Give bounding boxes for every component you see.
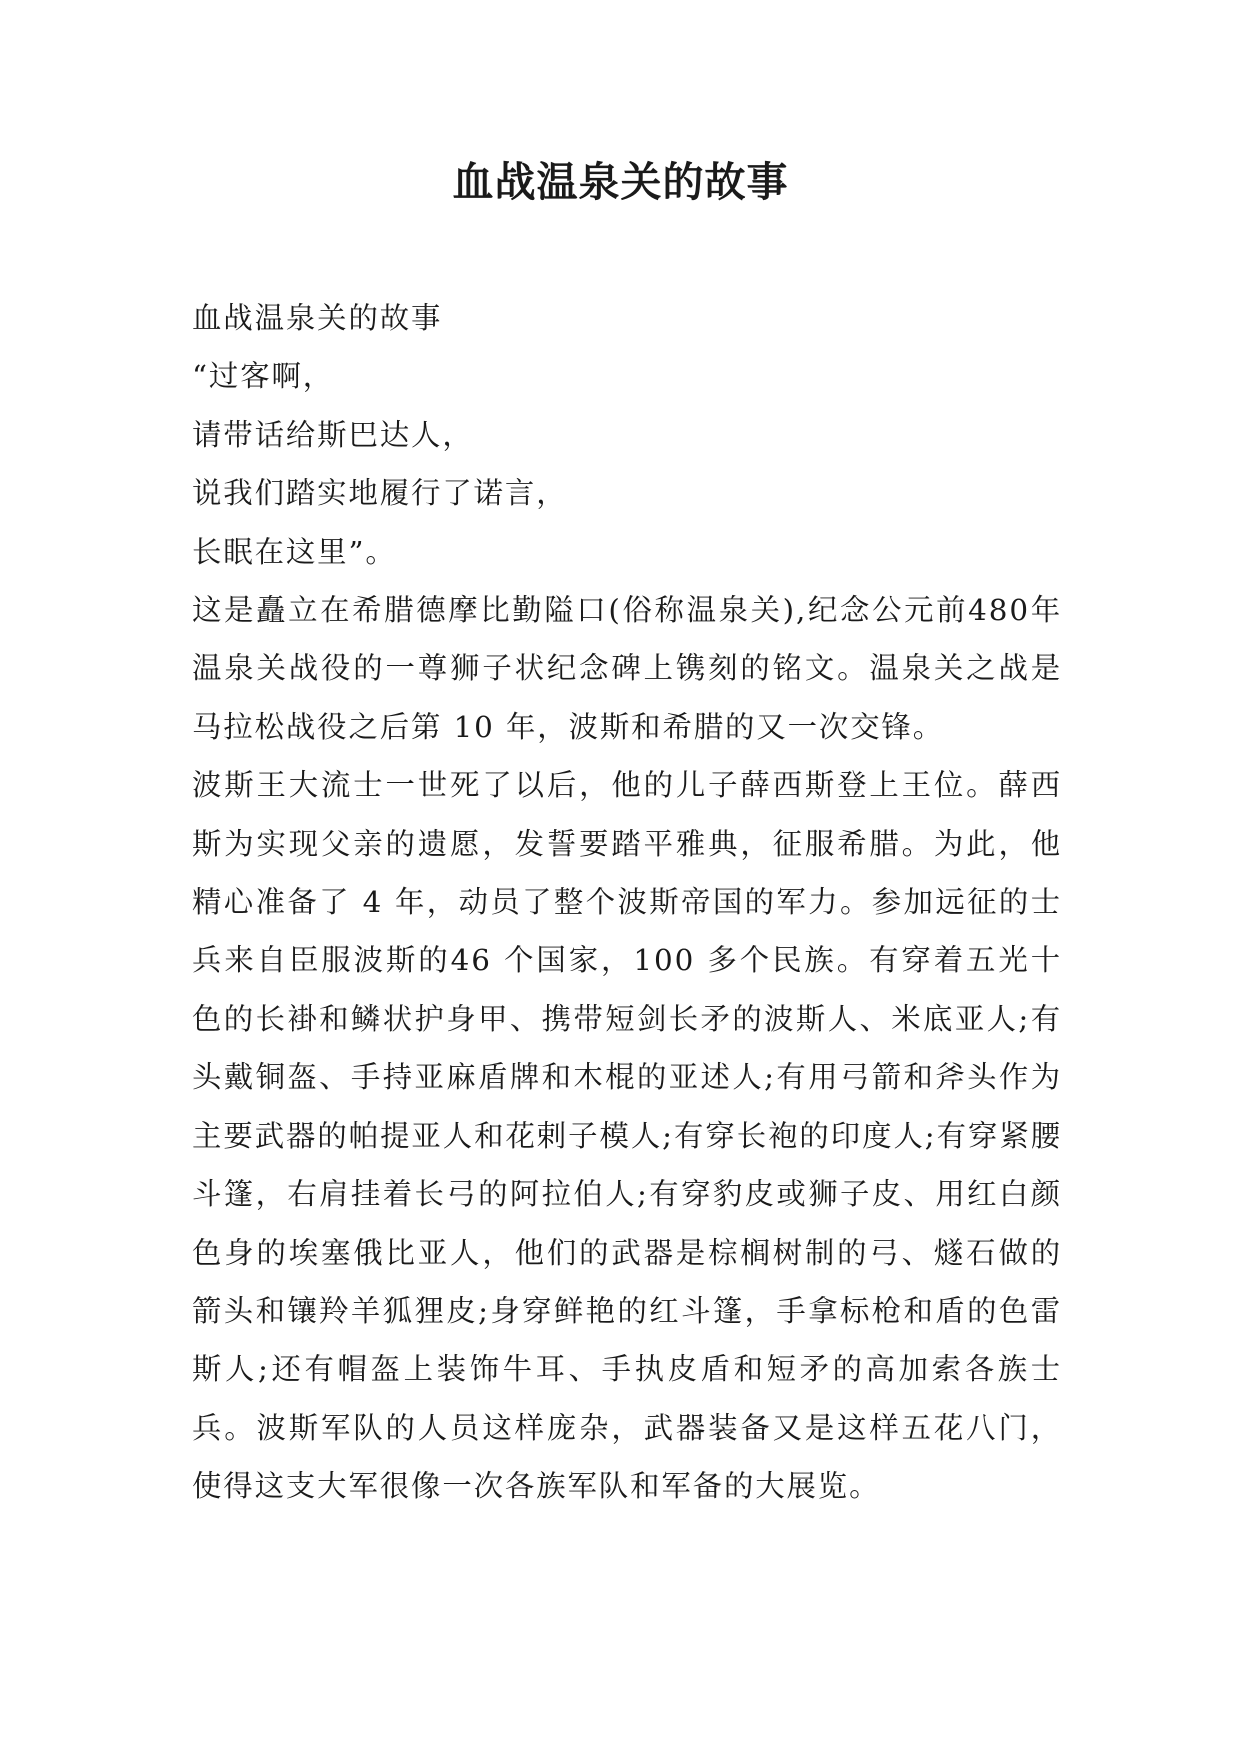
paragraph-xerxes-army: 波斯王大流士一世死了以后，他的儿子薛西斯登上王位。薛西斯为实现父亲的遗愿，发誓要踏平雅典，征服希腊。为此，他精心准备了 4 年，动员了整个波斯帝国的军力。参加远征的士兵来自臣服波斯的46 个国家，100 多个民族。有穿着五光十色的长褂和鳞状护身甲、携带短剑长矛的波斯人、米底亚人;有头戴铜盔、手持亚麻盾牌和木棍的亚述人;有用弓箭和斧头作为主要武器的帕提亚人和花剌子模人;有穿长袍的印度人;有穿紧腰斗篷，右肩挂着长弓的阿拉伯人;有穿豹皮或狮子皮、用红白颜色身的埃塞俄比亚人，他们的武器是棕榈树制的弓、燧石做的箭头和镶羚羊狐狸皮;身穿鲜艳的红斗篷，手拿标枪和盾的色雷斯人;还有帽盔上装饰牛耳、手执皮盾和短矛的高加索各族士兵。波斯军队的人员这样庞杂，武器装备又是这样五花八门，使得这支大军很像一次各族军队和军备的大展览。: [192, 768, 1062, 1504]
inscription-line-1: “过客啊，: [192, 359, 335, 394]
body-heading: 血战温泉关的故事: [192, 301, 443, 335]
document-title: 血战温泉关的故事: [452, 158, 789, 206]
inscription-line-4: 长眠在这里”。: [192, 534, 397, 569]
paragraph-monument: 这是矗立在希腊德摩比勤隘口(俗称温泉关),纪念公元前480年温泉关战役的一尊狮子状纪念碑上镌刻的铭文。温泉关之战是马拉松战役之后第 10 年，波斯和希腊的又一次交锋。: [192, 593, 1062, 744]
inscription-line-2: 请带话给斯巴达人，: [192, 417, 474, 452]
document-body: [192, 289, 1062, 1516]
inscription-line-3: 说我们踏实地履行了诺言，: [192, 476, 568, 511]
